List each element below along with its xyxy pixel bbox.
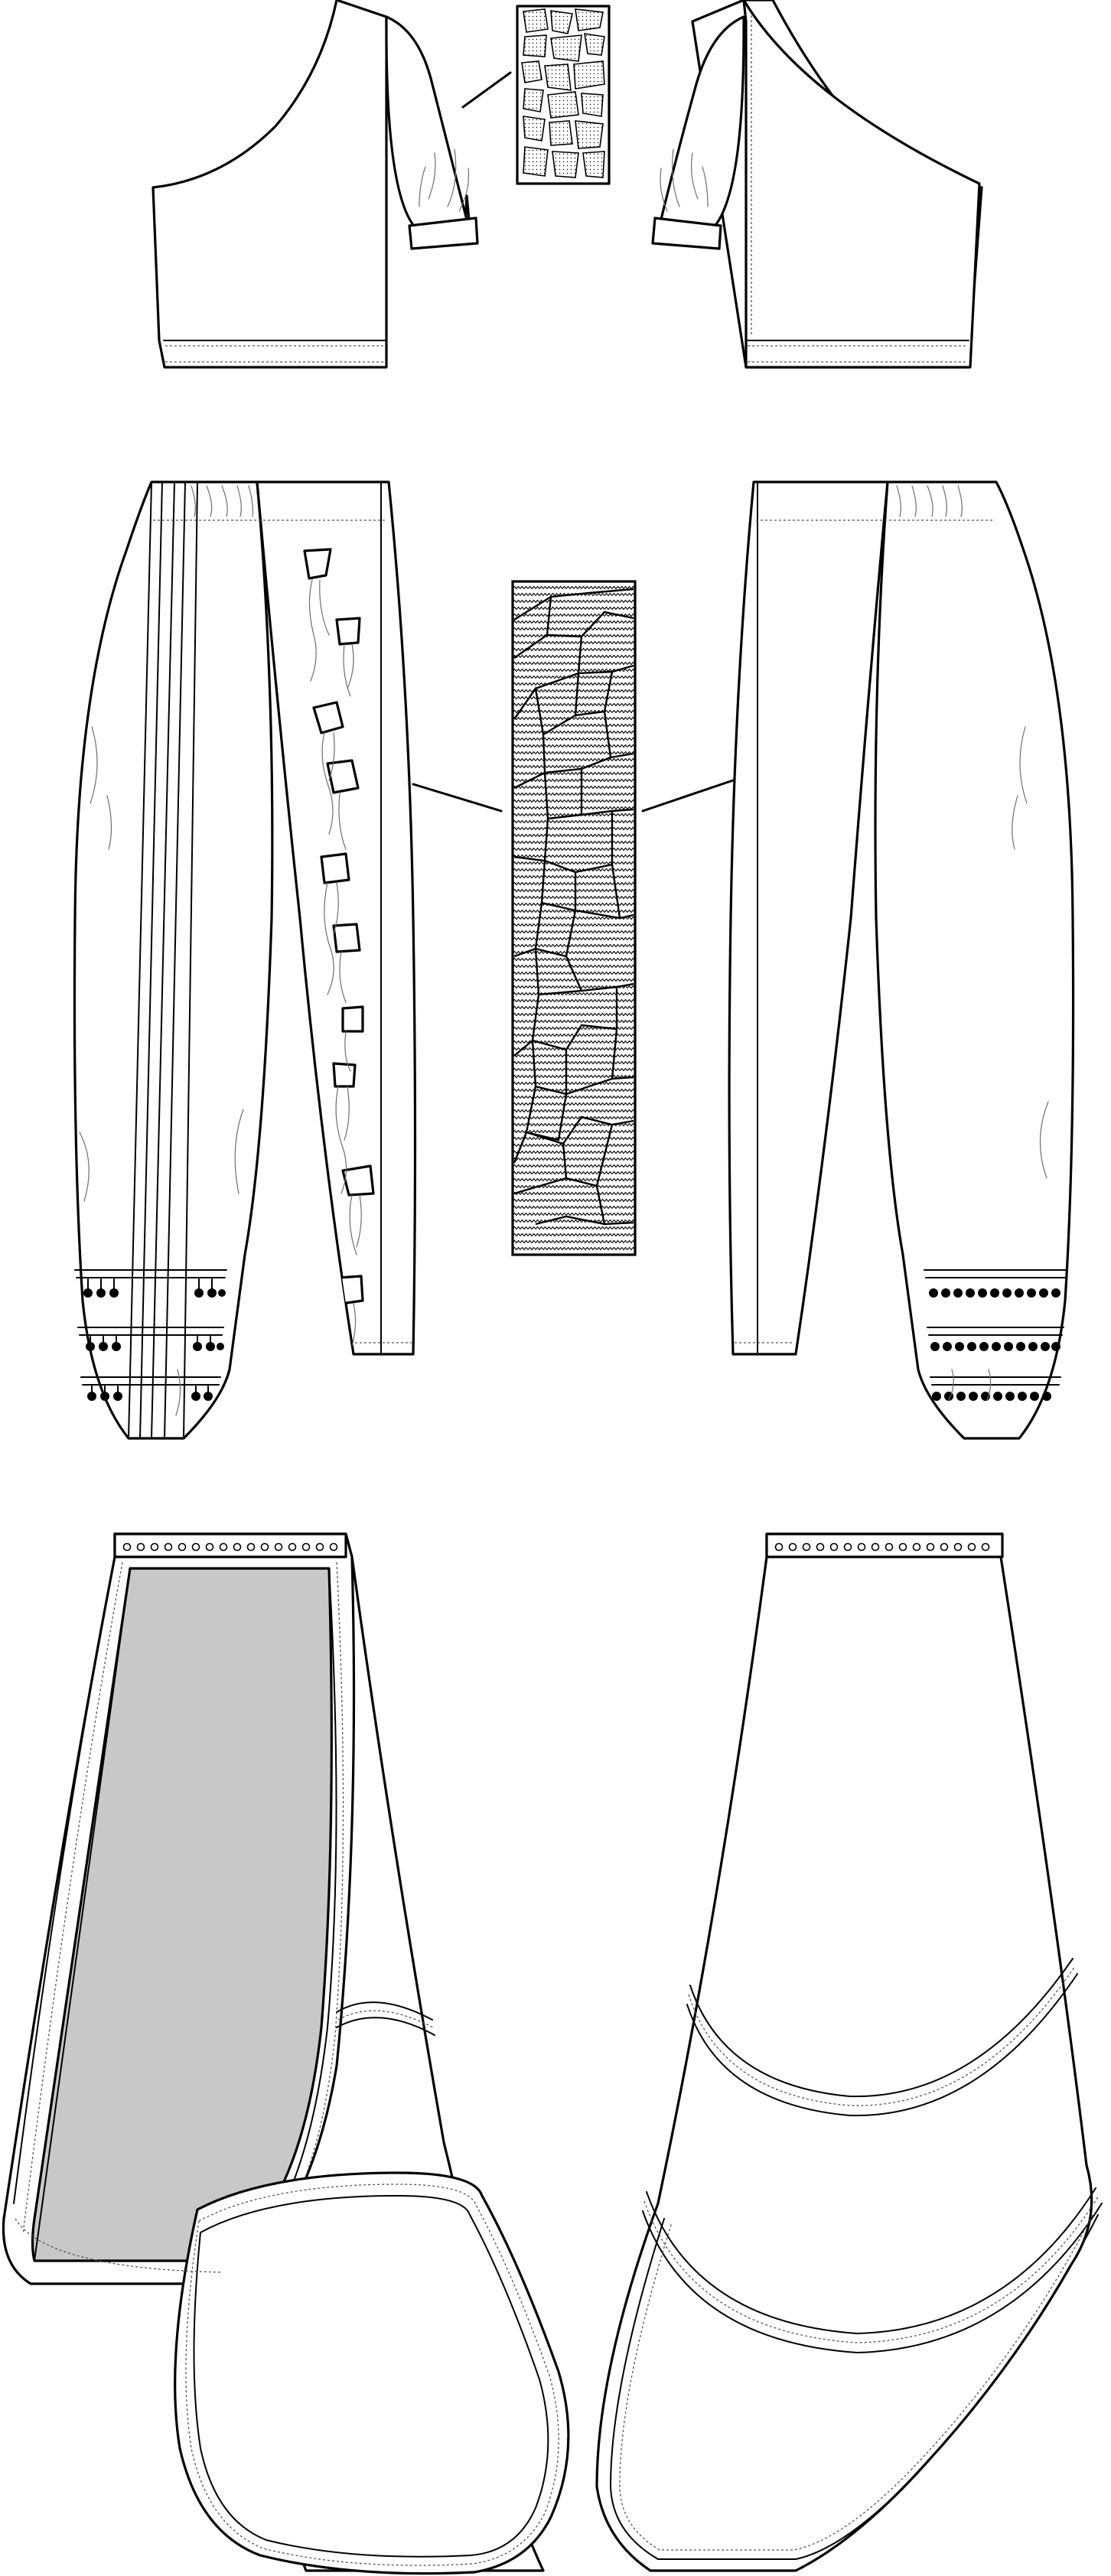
- sleeve-fabric-swatch: [517, 6, 609, 184]
- pants-front-right-leg: [257, 482, 415, 1354]
- skirt-front-view: [3, 1534, 568, 2574]
- top-front-view: [153, 0, 477, 367]
- pants-fabric-swatch: [513, 581, 635, 1255]
- top-back-view: [653, 0, 982, 367]
- pants-front-swatch-leader: [413, 784, 501, 811]
- top-front-sleeve-body: [386, 17, 468, 230]
- pants-front-view: [74, 482, 415, 1438]
- pants-back-swatch-leader: [643, 780, 733, 811]
- pants-back-left-leg: [729, 482, 888, 1354]
- top-swatch-leader: [463, 73, 510, 107]
- skirt-front-flap: [175, 2173, 569, 2574]
- top-front-bodice: [153, 0, 386, 367]
- top-back-bodice-fill: [744, 0, 979, 367]
- skirt-back-waistband: [767, 1534, 1002, 1557]
- skirt-front-waistband: [115, 1534, 346, 1557]
- skirt-back-view: [597, 1534, 1102, 2571]
- pants-back-view: [729, 482, 1073, 1438]
- skirt-back-body: [597, 1534, 1092, 2571]
